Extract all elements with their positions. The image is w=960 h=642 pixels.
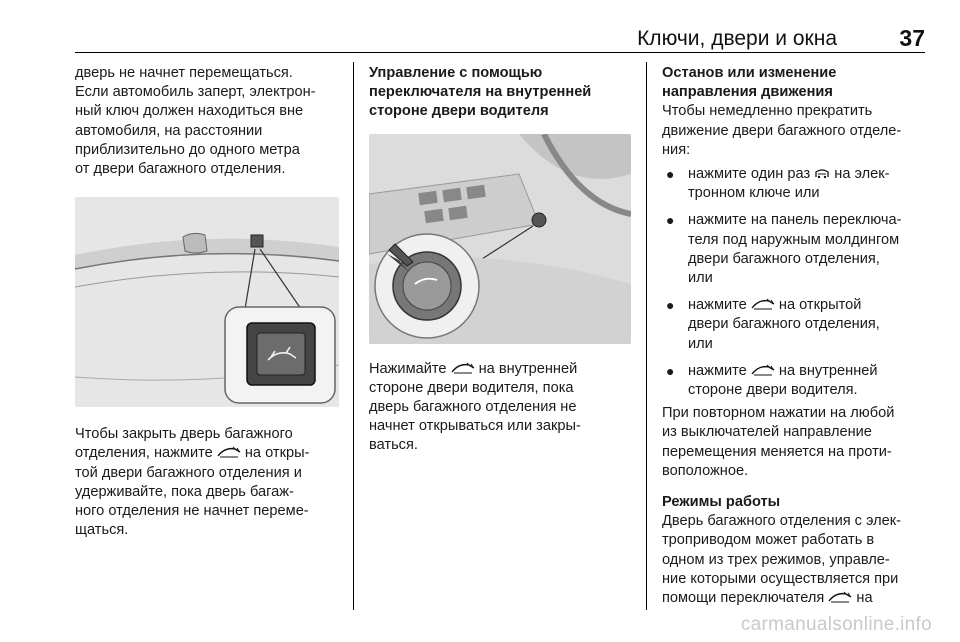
close-instructions [75,425,343,540]
list-item: ● нажмите на открытой двери багажного отделения, или [666,297,880,352]
text-line: движение двери багажного отделе- [662,122,902,139]
page-header [75,22,925,53]
text-line: отделения, нажмите на откры- [75,445,310,462]
column-divider-1 [353,62,354,610]
list-item: ● нажмите на внутренней стороне двери водителя. [666,362,878,399]
tailgate-switch-illustration [75,197,339,407]
column-divider-2 [646,62,647,610]
text-line: от двери багажного отделения. [75,161,286,178]
tailgate-icon [451,362,475,374]
text-line: начнет открываться или закры- [369,418,581,435]
text-line: троприводом может работать в [662,532,875,549]
text-line: удерживайте, пока дверь багаж- [75,483,294,500]
watermark: carmanualsonline.info [740,614,932,635]
text-line: Чтобы немедленно прекратить [662,103,873,120]
text-line: воположное. [662,462,749,479]
heading-line: Останов или изменение [662,65,837,81]
text-line: Дверь багажного отделения с элек- [662,513,902,530]
driver-door-switch-illustration [369,134,631,344]
heading-line: Управление с помощью [369,65,543,81]
page-number: 37 [899,25,925,51]
text-line: щаться. [75,522,129,539]
intro-paragraph [75,64,343,179]
text-line: стороне двери водителя, пока [369,379,574,396]
column-1 [75,64,343,540]
bullet: ● [666,297,675,314]
text-line: ния: [662,141,691,158]
tailgate-icon [751,364,775,376]
text-line: автомобиля, на расстоянии [75,122,263,139]
text-line: Нажимайте на внутренней [369,360,578,377]
heading-line: направления движения [662,84,833,101]
stop-options-list [662,165,926,400]
text-line: из выключателей направление [662,424,872,441]
text-line: приблизительно до одного метра [75,141,300,158]
text-line: дверь багажного отделения не [369,399,577,416]
text-line: ние которыми осуществляется при [662,570,899,587]
text-line: дверь не начнет перемещаться. [75,65,293,81]
tailgate-icon [217,446,241,458]
heading-line: стороне двери водителя [369,103,549,120]
text-line: Чтобы закрыть дверь багажного [75,426,293,443]
bullet: ● [666,362,675,379]
driver-switch-instructions [369,360,637,456]
text-line: ваться. [369,437,418,454]
text-line: одном из трех режимов, управле- [662,551,890,568]
column-2 [369,64,637,456]
section-heading-driver-door-switch [369,64,637,122]
section-heading-stop-reverse [662,64,926,102]
text-line: ный ключ должен находиться вне [75,103,304,120]
bullet: ● [666,212,675,229]
list-item: ● нажмите один раз на элек- тронном ключе или [666,166,890,202]
list-item: ● нажмите на панель переключа- теля под наружным молдингом двери багажного отделения, или [666,212,902,287]
key-tailgate-icon [814,167,830,179]
chapter-title: Ключи, двери и окна [637,27,837,50]
stop-intro [662,102,926,160]
heading-line: переключателя на внутренней [369,84,592,101]
modes-paragraph [662,512,926,608]
column-3 [662,64,926,608]
text-line: Если автомобиль заперт, электрон- [75,84,316,101]
text-line: помощи переключателя на [662,590,873,607]
text-line: перемещения меняется на проти- [662,443,892,460]
text-line: той двери багажного отделения и [75,464,302,481]
tailgate-icon [751,298,775,310]
section-heading-modes: Режимы работы [662,494,781,511]
tailgate-icon [828,591,852,603]
text-line: ного отделения не начнет переме- [75,503,309,520]
bullet: ● [666,166,675,183]
text-line: При повторном нажатии на любой [662,405,895,422]
reverse-paragraph [662,404,926,481]
